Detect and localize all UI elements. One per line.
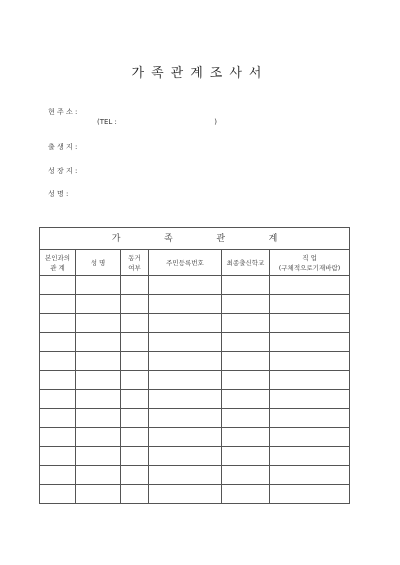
birthplace-label (48, 142, 94, 152)
table-cell[interactable] (40, 428, 76, 447)
header-school (222, 250, 270, 276)
hometown-label (48, 166, 94, 176)
table-cell[interactable] (76, 447, 121, 466)
table-cell[interactable] (270, 314, 350, 333)
table-cell[interactable] (270, 352, 350, 371)
table-cell[interactable] (40, 485, 76, 504)
header-job (270, 250, 350, 276)
table-cell[interactable] (222, 276, 270, 295)
table-cell[interactable] (40, 466, 76, 485)
table-cell[interactable] (121, 314, 149, 333)
table-cell[interactable] (40, 333, 76, 352)
header-job-line1: 직 업 (302, 253, 317, 262)
table-cell[interactable] (40, 409, 76, 428)
table-cell[interactable] (149, 295, 222, 314)
table-row (40, 447, 350, 466)
section-title (40, 234, 349, 244)
header-relation-line2: 관 계 (50, 263, 65, 272)
table-cell[interactable] (149, 333, 222, 352)
table-row (40, 485, 350, 504)
section-title-char: 계 (268, 233, 278, 244)
address-label-text: 현 주 소 : (48, 108, 78, 116)
table-cell[interactable] (121, 352, 149, 371)
header-relation-line1: 본인과의 (44, 253, 71, 262)
table-cell[interactable] (270, 295, 350, 314)
table-cell[interactable] (149, 276, 222, 295)
table-row (40, 352, 350, 371)
table-cell[interactable] (222, 447, 270, 466)
header-resident-number-text: 주민등록번호 (166, 258, 204, 267)
table-cell[interactable] (121, 485, 149, 504)
table-cell[interactable] (76, 352, 121, 371)
table-cell[interactable] (76, 276, 121, 295)
header-cohabit-line1: 동거 (128, 253, 141, 262)
table-cell[interactable] (270, 485, 350, 504)
table-cell[interactable] (121, 428, 149, 447)
tel-line (97, 118, 217, 128)
address-label (48, 107, 94, 117)
table-cell[interactable] (222, 352, 270, 371)
table-cell[interactable] (149, 409, 222, 428)
table-cell[interactable] (149, 428, 222, 447)
table-cell[interactable] (40, 295, 76, 314)
header-name-text: 성 명 (90, 258, 106, 267)
table-cell[interactable] (40, 371, 76, 390)
table-cell[interactable] (222, 295, 270, 314)
table-cell[interactable] (270, 428, 350, 447)
header-cohabit-line2: 여부 (128, 263, 141, 272)
table-cell[interactable] (270, 466, 350, 485)
table-row (40, 428, 350, 447)
header-job-line2: (구체적으로기재바람) (278, 263, 341, 272)
table-cell[interactable] (270, 447, 350, 466)
table-row (40, 276, 350, 295)
document-title: 가족관계조사서 (131, 66, 269, 81)
header-relation (40, 250, 76, 276)
table-cell[interactable] (121, 447, 149, 466)
table-cell[interactable] (121, 466, 149, 485)
table-row (40, 390, 350, 409)
table-cell[interactable] (149, 371, 222, 390)
table-cell[interactable] (76, 295, 121, 314)
table-cell[interactable] (76, 314, 121, 333)
table-cell[interactable] (222, 466, 270, 485)
table-cell[interactable] (149, 352, 222, 371)
header-cohabit (121, 250, 149, 276)
hometown-label-text: 성 장 지 : (48, 167, 78, 175)
table-cell[interactable] (76, 485, 121, 504)
name-label-text: 성 명 : (48, 190, 69, 198)
header-name (76, 250, 121, 276)
table-cell[interactable] (40, 352, 76, 371)
table-cell[interactable] (222, 485, 270, 504)
table-row (40, 371, 350, 390)
table-cell[interactable] (76, 466, 121, 485)
section-title-row (40, 228, 350, 250)
tel-close: ) (214, 118, 217, 126)
table-cell[interactable] (121, 295, 149, 314)
table-cell[interactable] (76, 333, 121, 352)
table-cell[interactable] (76, 428, 121, 447)
section-title-cell (40, 228, 350, 250)
table-cell[interactable] (222, 390, 270, 409)
table-cell[interactable] (121, 276, 149, 295)
table-cell[interactable] (222, 409, 270, 428)
table-cell[interactable] (121, 333, 149, 352)
table-cell[interactable] (40, 276, 76, 295)
table-cell[interactable] (222, 428, 270, 447)
table-row (40, 295, 350, 314)
section-title-char: 가 (111, 233, 121, 244)
table-row (40, 314, 350, 333)
table-cell[interactable] (149, 447, 222, 466)
table-row (40, 466, 350, 485)
birthplace-label-text: 출 생 지 : (48, 143, 78, 151)
table-cell[interactable] (149, 466, 222, 485)
tel-label: (TEL : (97, 118, 117, 126)
table-cell[interactable] (40, 447, 76, 466)
header-school-text: 최종출신학교 (226, 258, 265, 267)
table-cell[interactable] (222, 371, 270, 390)
family-relation-table (39, 227, 350, 504)
table-cell[interactable] (76, 371, 121, 390)
table-row (40, 333, 350, 352)
table-cell[interactable] (76, 390, 121, 409)
header-row (40, 250, 350, 276)
table-cell[interactable] (40, 390, 76, 409)
table-row (40, 409, 350, 428)
table-cell[interactable] (76, 409, 121, 428)
section-title-char: 족 (164, 233, 173, 244)
table-cell[interactable] (149, 485, 222, 504)
table-cell[interactable] (222, 314, 270, 333)
table-cell[interactable] (270, 276, 350, 295)
table-cell[interactable] (121, 390, 149, 409)
table-cell[interactable] (270, 333, 350, 352)
table-cell[interactable] (121, 371, 149, 390)
table-cell[interactable] (222, 333, 270, 352)
table-cell[interactable] (270, 390, 350, 409)
table-cell[interactable] (40, 314, 76, 333)
section-title-char: 관 (216, 233, 226, 244)
table-cell[interactable] (149, 390, 222, 409)
table-cell[interactable] (270, 409, 350, 428)
table-cell[interactable] (121, 409, 149, 428)
header-resident-number (149, 250, 222, 276)
table-cell[interactable] (270, 371, 350, 390)
table-cell[interactable] (149, 314, 222, 333)
name-label (48, 189, 94, 199)
